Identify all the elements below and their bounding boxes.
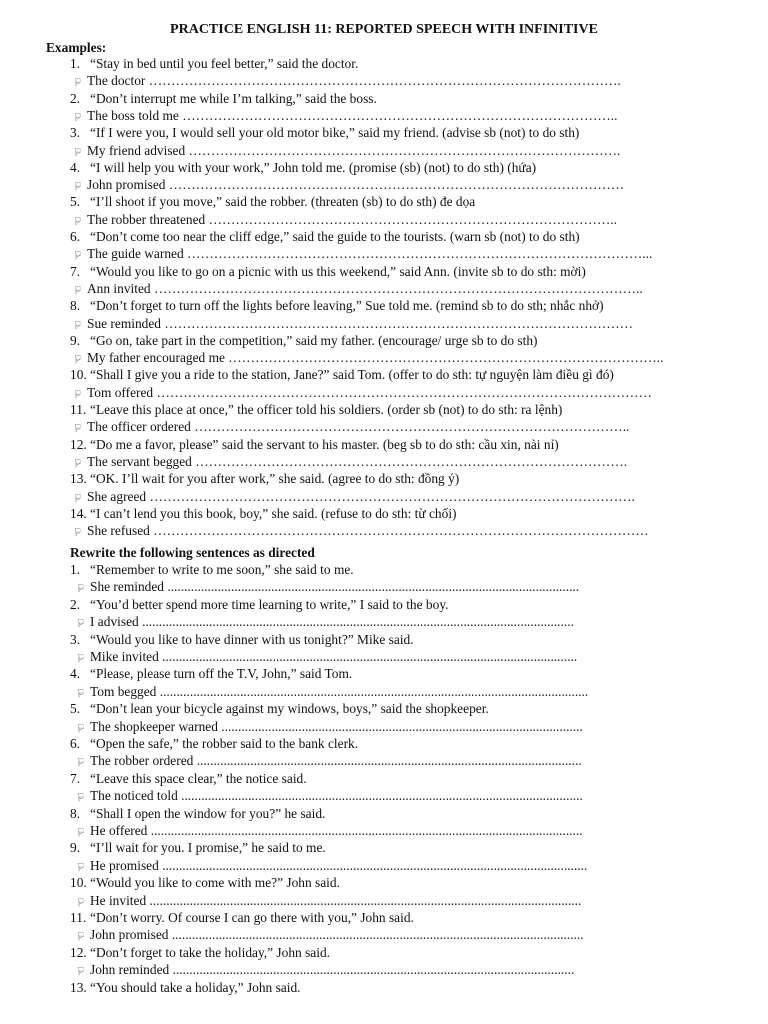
answer-prompt: Tom offered xyxy=(87,384,154,400)
answer-prompt: The officer ordered xyxy=(87,419,191,435)
answer-line xyxy=(70,350,663,367)
rewrite-heading: Rewrite the following sentences as directed xyxy=(70,545,315,560)
answer-prompt: The robber threatened xyxy=(87,211,206,227)
pointing-hand-icon: ☞ xyxy=(74,722,88,733)
answer-blank: ………………………………………………………………………………………… xyxy=(165,177,625,193)
answer-blank: ............................................................................................................................ xyxy=(158,649,578,664)
question-line xyxy=(70,367,614,383)
question-line xyxy=(70,597,449,613)
answer-line xyxy=(70,385,652,402)
answer-line xyxy=(73,753,582,770)
pointing-hand-icon: ☞ xyxy=(71,388,85,399)
answer-line xyxy=(70,419,629,436)
item-number: 8. xyxy=(70,298,81,314)
pointing-hand-icon: ☞ xyxy=(71,146,85,157)
answer-blank: ........................................................................................................................... xyxy=(164,579,580,595)
pointing-hand-icon: ☞ xyxy=(71,492,85,503)
page-title: PRACTICE ENGLISH 11: REPORTED SPEECH WITH INFINITIVE xyxy=(170,22,598,37)
pointing-hand-icon: ☞ xyxy=(74,792,88,803)
question-text: “If I were you, I would sell your old motor bike,” said my friend. (advise sb (not) to do sth) xyxy=(90,125,580,141)
pointing-hand-icon: ☞ xyxy=(71,284,85,295)
question-line xyxy=(70,840,326,856)
question-text: “Don’t lean your bicycle against my windows, boys,” said the shopkeeper. xyxy=(90,701,489,717)
item-number: 2. xyxy=(70,596,81,612)
answer-line xyxy=(70,73,621,90)
answer-prompt: The servant begged xyxy=(87,453,192,469)
answer-line xyxy=(70,212,617,229)
answer-prompt: Mike invited xyxy=(90,649,159,664)
question-line xyxy=(70,56,358,72)
answer-blank: …………………………………………………………………………………….. xyxy=(224,350,664,366)
item-number: 13. xyxy=(70,979,87,995)
answer-line xyxy=(70,454,627,471)
question-line xyxy=(70,471,459,487)
item-number: 14. xyxy=(70,505,87,521)
pointing-hand-icon: ☞ xyxy=(71,215,85,226)
answer-prompt: He promised xyxy=(90,857,159,873)
answer-prompt: He invited xyxy=(90,892,147,908)
item-number: 6. xyxy=(70,229,81,244)
pointing-hand-icon: ☞ xyxy=(71,354,85,365)
answer-prompt: She agreed xyxy=(87,488,147,504)
answer-prompt: She refused xyxy=(87,523,150,539)
answer-prompt: She reminded xyxy=(90,579,165,595)
question-text: “Would you like to have dinner with us tonight?” Mike said. xyxy=(90,631,414,647)
answer-line xyxy=(70,177,624,194)
item-number: 6. xyxy=(70,736,81,751)
question-line xyxy=(70,506,457,522)
question-text: “Please, please turn off the T.V, John,” said Tom. xyxy=(90,666,353,682)
item-number: 1. xyxy=(70,56,81,71)
item-number: 9. xyxy=(70,332,81,348)
answer-blank: ………………………………………………………………………………………………… xyxy=(153,384,652,400)
pointing-hand-icon: ☞ xyxy=(74,687,88,698)
question-line xyxy=(70,229,580,245)
item-number: 11. xyxy=(70,402,87,417)
question-line xyxy=(70,666,352,682)
item-number: 12. xyxy=(70,944,87,960)
question-text: “Leave this space clear,” the notice said. xyxy=(90,770,307,786)
question-text: “Don’t worry. Of course I can go there with you,” John said. xyxy=(90,910,414,925)
answer-line xyxy=(70,143,620,160)
pointing-hand-icon: ☞ xyxy=(74,931,88,942)
answer-prompt: The doctor xyxy=(87,73,146,89)
answer-blank: ................................................................................................................................. xyxy=(146,892,582,908)
question-line xyxy=(70,264,586,280)
question-text: “Would you like to go on a picnic with us this weekend,” said Ann. (invite sb to do sth: mời) xyxy=(90,263,586,279)
pointing-hand-icon: ☞ xyxy=(71,250,85,261)
answer-line xyxy=(70,108,617,125)
answer-blank: ................................................................................................................................ xyxy=(156,683,589,699)
question-text: “I’ll shoot if you move,” said the robber. (threaten (sb) to do sth) đe dọa xyxy=(90,194,476,210)
question-line xyxy=(70,298,604,314)
question-line xyxy=(70,437,559,453)
question-line xyxy=(70,160,536,176)
answer-blank: ............................................................................................................................... xyxy=(158,857,588,873)
answer-blank: ……………………………………………………………………………………………. xyxy=(145,73,621,89)
answer-blank: ................................................................................................................... xyxy=(193,753,582,769)
answer-line xyxy=(70,316,633,333)
answer-blank: ……………………………………………………………………………………………….. xyxy=(150,280,643,296)
answer-line xyxy=(73,823,583,840)
question-text: “Stay in bed until you feel better,” said the doctor. xyxy=(90,56,359,71)
question-text: “Shall I open the window for you?” he said. xyxy=(90,805,326,821)
answer-prompt: The shopkeeper warned xyxy=(90,718,218,734)
answer-prompt: John promised xyxy=(87,177,166,193)
question-text: “Go on, take part in the competition,” said my father. (encourage/ urge sb to do sth) xyxy=(90,332,538,348)
question-text: “Don’t interrupt me while I’m talking,” said the boss. xyxy=(90,90,377,106)
answer-line xyxy=(70,489,635,506)
pointing-hand-icon: ☞ xyxy=(71,527,85,538)
pointing-hand-icon: ☞ xyxy=(74,966,88,977)
question-line xyxy=(70,562,354,578)
answer-line xyxy=(73,927,584,944)
question-text: “You should take a holiday,” John said. xyxy=(90,979,301,995)
question-text: “Would you like to come with me?” John said. xyxy=(90,875,340,891)
pointing-hand-icon: ☞ xyxy=(74,583,88,594)
question-text: “I’ll wait for you. I promise,” he said to me. xyxy=(90,840,326,856)
answer-line xyxy=(73,788,583,805)
question-line xyxy=(70,771,307,787)
question-line xyxy=(70,910,414,926)
answer-blank: ……………………………………………………………………………….. xyxy=(205,211,617,227)
item-number: 10. xyxy=(70,367,87,383)
pointing-hand-icon: ☞ xyxy=(74,896,88,907)
question-text: “Leave this place at once,” the officer told his soldiers. (order sb (not) to do sth: ra lệnh) xyxy=(90,402,563,417)
pointing-hand-icon: ☞ xyxy=(74,757,88,768)
answer-blank: ........................................................................................................................ xyxy=(169,962,575,978)
answer-line xyxy=(73,684,588,701)
answer-blank: ……………………………………………………………………………………. xyxy=(191,453,628,469)
answer-blank: …………………………………………………………………………………….. xyxy=(178,107,618,123)
answer-line xyxy=(70,246,652,263)
answer-prompt: The noticed told xyxy=(90,788,178,804)
answer-blank: ........................................................................................................................... xyxy=(168,927,584,943)
question-text: “Don’t forget to turn off the lights before leaving,” Sue told me. (remind sb to do sth; nhắc nhở) xyxy=(90,298,604,314)
item-number: 3. xyxy=(70,125,81,141)
answer-line xyxy=(73,962,574,979)
question-line xyxy=(70,333,537,349)
answer-blank: ........................................................................................................................ xyxy=(177,788,583,804)
item-number: 5. xyxy=(70,701,81,717)
answer-line xyxy=(73,858,587,875)
answer-prompt: John reminded xyxy=(90,962,170,978)
answer-blank: ............................................................................................................ xyxy=(217,718,583,734)
item-number: 8. xyxy=(70,805,81,821)
question-text: “Remember to write to me soon,” she said to me. xyxy=(90,562,354,577)
item-number: 7. xyxy=(70,770,81,786)
item-number: 12. xyxy=(70,436,87,452)
question-text: “Shall I give you a ride to the station, Jane?” said Tom. (offer to do sth: tự nguyện làm điều gì đó) xyxy=(90,367,614,383)
answer-prompt: The boss told me xyxy=(87,107,179,123)
item-number: 3. xyxy=(70,631,81,647)
answer-prompt: My father encouraged me xyxy=(87,350,225,366)
answer-blank: ……………………………………………………………………………………. xyxy=(185,142,621,158)
question-text: “You’d better spend more time learning to write,” I said to the boy. xyxy=(90,596,449,612)
question-line xyxy=(70,701,489,717)
pointing-hand-icon: ☞ xyxy=(71,457,85,468)
question-line xyxy=(70,875,340,891)
answer-line xyxy=(73,719,583,736)
question-line xyxy=(70,945,330,961)
item-number: 10. xyxy=(70,875,87,891)
item-number: 4. xyxy=(70,159,81,175)
pointing-hand-icon: ☞ xyxy=(71,319,85,330)
pointing-hand-icon: ☞ xyxy=(74,653,88,663)
answer-line xyxy=(70,523,649,540)
question-line xyxy=(70,980,301,996)
question-text: “I will help you with your work,” John told me. (promise (sb) (not) to do sth) (hứa) xyxy=(90,159,537,175)
answer-prompt: My friend advised xyxy=(87,142,186,158)
answer-prompt: He offered xyxy=(90,823,148,838)
answer-blank: …………………………………………………………………………………………... xyxy=(183,246,653,262)
question-line xyxy=(70,632,414,648)
answer-prompt: The guide warned xyxy=(87,246,184,262)
answer-prompt: John promised xyxy=(90,927,169,943)
answer-prompt: The robber ordered xyxy=(90,753,194,769)
pointing-hand-icon: ☞ xyxy=(71,423,85,434)
question-text: “Do me a favor, please” said the servant to his master. (beg sb to do sth: cầu xin, nài nỉ) xyxy=(90,436,559,452)
item-number: 1. xyxy=(70,562,81,577)
pointing-hand-icon: ☞ xyxy=(71,181,85,192)
question-line xyxy=(70,125,579,141)
item-number: 13. xyxy=(70,471,87,487)
question-text: “Don’t come too near the cliff edge,” said the guide to the tourists. (warn sb (not) to do sth) xyxy=(90,229,580,244)
answer-prompt: Ann invited xyxy=(87,280,151,296)
question-text: “OK. I’ll wait for you after work,” she said. (agree to do sth: đồng ý) xyxy=(90,471,460,487)
question-line xyxy=(70,806,325,822)
answer-line xyxy=(73,893,581,910)
question-text: “I can’t lend you this book, boy,” she said. (refuse to do sth: từ chối) xyxy=(90,505,457,521)
item-number: 2. xyxy=(70,90,81,106)
question-text: “Open the safe,” the robber said to the bank clerk. xyxy=(90,736,359,751)
question-line xyxy=(70,91,377,107)
examples-heading: Examples: xyxy=(46,40,107,55)
answer-line xyxy=(73,614,574,631)
item-number: 4. xyxy=(70,666,81,682)
answer-prompt: I advised xyxy=(90,614,139,630)
answer-blank: …………………………………………………………………………………………… xyxy=(161,315,634,331)
answer-prompt: Sue reminded xyxy=(87,315,162,331)
answer-line xyxy=(73,649,577,666)
answer-prompt: Tom begged xyxy=(90,683,157,699)
question-line xyxy=(70,402,562,418)
answer-blank: ................................................................................................................................. xyxy=(138,614,574,630)
answer-blank: …………………………………………………………………………………….. xyxy=(190,419,630,435)
answer-blank: ………………………………………………………………………………………………… xyxy=(149,523,649,539)
item-number: 5. xyxy=(70,194,81,210)
answer-line xyxy=(70,281,643,298)
pointing-hand-icon: ☞ xyxy=(74,827,88,837)
answer-blank: ………………………………………………………………………………………………. xyxy=(146,488,635,504)
item-number: 7. xyxy=(70,263,81,279)
answer-line xyxy=(73,579,579,596)
answer-blank: ................................................................................................................................. xyxy=(147,823,583,838)
question-text: “Don’t forget to take the holiday,” John said. xyxy=(90,944,330,960)
pointing-hand-icon: ☞ xyxy=(71,111,85,122)
item-number: 9. xyxy=(70,840,81,856)
question-line xyxy=(70,194,475,210)
pointing-hand-icon: ☞ xyxy=(74,618,88,629)
pointing-hand-icon: ☞ xyxy=(71,77,85,88)
item-number: 11. xyxy=(70,910,87,925)
pointing-hand-icon: ☞ xyxy=(74,861,88,872)
question-line xyxy=(70,736,358,752)
